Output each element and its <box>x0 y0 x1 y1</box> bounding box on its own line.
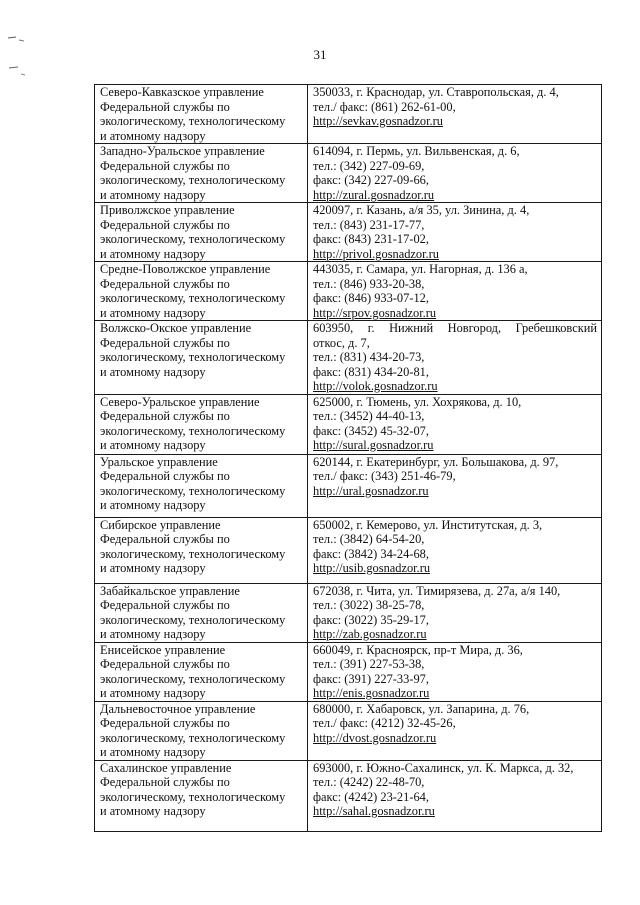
department-name-line: экологическому, технологическому <box>100 546 286 561</box>
contact-cell <box>308 642 602 701</box>
department-name-cell <box>95 394 308 454</box>
phone-line: тел.: (4242) 22-48-70, <box>313 775 425 789</box>
department-name-line: Средне-Поволжское управление <box>100 262 271 276</box>
phone-line: тел./ факс: (4212) 32-45-26, <box>313 716 456 730</box>
department-name-line: Западно-Уральское управление <box>100 144 265 158</box>
department-name-cell <box>95 517 308 583</box>
fax-line: факс: (4242) 23-21-64, <box>313 789 429 804</box>
contact-cell <box>308 701 602 760</box>
contact-cell <box>308 203 602 262</box>
website-link[interactable]: http://zural.gosnadzor.ru <box>313 187 435 202</box>
department-name-line: Уральское управление <box>100 454 218 469</box>
department-name-line: и атомному надзору <box>100 745 206 759</box>
department-name-line: и атомному надзору <box>100 686 206 700</box>
website-link[interactable]: http://privol.gosnadzor.ru <box>313 246 439 261</box>
website-link[interactable]: http://ural.gosnadzor.ru <box>313 483 429 498</box>
contact-cell <box>308 144 602 203</box>
website-link[interactable]: http://sevkav.gosnadzor.ru <box>313 114 443 128</box>
contact-cell <box>308 760 602 831</box>
table-row <box>95 517 602 583</box>
phone-line: тел.: (3452) 44-40-13, <box>313 409 425 423</box>
phone-line: тел./ факс: (861) 262-61-00, <box>313 99 456 114</box>
department-name-line: экологическому, технологическому <box>100 423 286 438</box>
website-link[interactable]: http://sahal.gosnadzor.ru <box>313 804 435 818</box>
department-name-line: экологическому, технологическому <box>100 114 286 128</box>
department-name-line: Приволжское управление <box>100 203 235 217</box>
table-row <box>95 394 602 454</box>
address-line: 660049, г. Красноярск, пр-т Мира, д. 36, <box>313 642 523 657</box>
department-name-line: и атомному надзору <box>100 364 206 379</box>
fax-line: факс: (342) 227-09-66, <box>313 173 429 187</box>
department-name-cell <box>95 262 308 321</box>
fax-line: факс: (843) 231-17-02, <box>313 232 429 246</box>
department-name-line: Сибирское управление <box>100 517 221 532</box>
table-row <box>95 321 602 395</box>
contact-cell <box>308 454 602 517</box>
department-name-line: Енисейское управление <box>100 642 226 657</box>
contact-cell <box>308 583 602 642</box>
website-link[interactable]: http://enis.gosnadzor.ru <box>313 686 430 700</box>
address-line: 350033, г. Краснодар, ул. Ставропольская, д. 4, <box>313 85 559 99</box>
table-row <box>95 454 602 517</box>
department-name-line: Федеральной службы по <box>100 716 230 730</box>
website-link[interactable]: http://volok.gosnadzor.ru <box>313 379 438 393</box>
page-number: 31 <box>313 47 327 62</box>
department-name-line: Дальневосточное управление <box>100 701 256 716</box>
table-row <box>95 144 602 203</box>
department-name-cell <box>95 760 308 831</box>
department-name-line: Федеральной службы по <box>100 99 230 114</box>
address-line: 420097, г. Казань, а/я 35, ул. Зинина, д. 4, <box>313 203 530 217</box>
department-name-line: Сахалинское управление <box>100 760 232 775</box>
table-row <box>95 701 602 760</box>
department-name-line: экологическому, технологическому <box>100 671 286 686</box>
fax-line: факс: (3022) 35-29-17, <box>313 612 429 627</box>
website-link[interactable]: http://zab.gosnadzor.ru <box>313 627 427 641</box>
department-name-line: Федеральной службы по <box>100 217 230 232</box>
department-name-cell <box>95 203 308 262</box>
contact-cell <box>308 321 602 395</box>
address-line: 693000, г. Южно-Сахалинск, ул. К. Маркса, д. 32, <box>313 760 574 775</box>
table-row <box>95 203 602 262</box>
department-name-cell <box>95 85 308 144</box>
phone-line: тел.: (342) 227-09-69, <box>313 158 425 173</box>
table-row <box>95 262 602 321</box>
phone-line: тел.: (846) 933-20-38, <box>313 276 425 291</box>
contact-cell <box>308 394 602 454</box>
phone-line: тел./ факс: (343) 251-46-79, <box>313 469 456 483</box>
phone-line: тел.: (3842) 64-54-20, <box>313 532 425 546</box>
fax-line: факс: (846) 933-07-12, <box>313 291 429 305</box>
department-name-cell <box>95 642 308 701</box>
address-line: 650002, г. Кемерово, ул. Институтская, д. 3, <box>313 517 543 532</box>
phone-line: тел.: (3022) 38-25-78, <box>313 598 425 612</box>
department-name-cell <box>95 454 308 517</box>
department-name-line: экологическому, технологическому <box>100 350 286 364</box>
department-name-line: и атомному надзору <box>100 498 206 512</box>
department-name-line: Федеральной службы по <box>100 469 230 483</box>
contacts-table <box>94 84 602 832</box>
contact-cell <box>308 85 602 144</box>
address-line: 620144, г. Екатеринбург, ул. Большакова, д. 97, <box>313 454 559 469</box>
phone-line: тел.: (843) 231-17-77, <box>313 217 425 232</box>
contacts-table-body <box>95 85 602 832</box>
department-name-line: экологическому, технологическому <box>100 232 286 246</box>
address-line: 625000, г. Тюмень, ул. Хохрякова, д. 10, <box>313 394 522 409</box>
table-row <box>95 642 602 701</box>
department-name-line: Северо-Уральское управление <box>100 394 260 409</box>
table-row <box>95 583 602 642</box>
website-link[interactable]: http://srpov.gosnadzor.ru <box>313 305 437 320</box>
address-line: 614094, г. Пермь, ул. Вильвенская, д. 6, <box>313 144 520 158</box>
phone-line: тел.: (831) 434-20-73, <box>313 350 425 364</box>
fax-line: факс: (831) 434-20-81, <box>313 364 429 379</box>
department-name-line: Федеральной службы по <box>100 335 230 350</box>
department-name-line: Федеральной службы по <box>100 532 230 546</box>
fax-line: факс: (3452) 45-32-07, <box>313 423 429 438</box>
department-name-cell <box>95 701 308 760</box>
address-line: 680000, г. Хабаровск, ул. Запарина, д. 76, <box>313 701 530 716</box>
department-name-line: и атомному надзору <box>100 187 206 202</box>
address-line: 672038, г. Чита, ул. Тимирязева, д. 27а, а/я 140, <box>313 583 561 598</box>
department-name-line: экологическому, технологическому <box>100 789 286 804</box>
department-name-cell <box>95 321 308 395</box>
department-name-line: экологическому, технологическому <box>100 730 286 745</box>
phone-line: тел.: (391) 227-53-38, <box>313 657 425 671</box>
address-line: откос, д. 7, <box>313 335 370 350</box>
department-name-line: Забайкальское управление <box>100 583 240 598</box>
department-name-line: и атомному надзору <box>100 561 206 575</box>
department-name-line: экологическому, технологическому <box>100 612 286 627</box>
table-row <box>95 85 602 144</box>
department-name-line: Федеральной службы по <box>100 158 230 173</box>
department-name-line: и атомному надзору <box>100 804 206 818</box>
fax-line: факс: (3842) 34-24-68, <box>313 546 429 561</box>
department-name-line: Федеральной службы по <box>100 598 230 612</box>
department-name-line: Федеральной службы по <box>100 775 230 789</box>
department-name-line: Волжско-Окское управление <box>100 321 252 335</box>
department-name-line: экологическому, технологическому <box>100 173 286 187</box>
department-name-line: Северо-Кавказское управление <box>100 85 264 99</box>
contact-cell <box>308 517 602 583</box>
department-name-cell <box>95 144 308 203</box>
website-link[interactable]: http://dvost.gosnadzor.ru <box>313 730 437 745</box>
department-name-line: и атомному надзору <box>100 305 206 320</box>
address-line: 443035, г. Самара, ул. Нагорная, д. 136 а, <box>313 262 528 276</box>
department-name-line: и атомному надзору <box>100 128 206 143</box>
department-name-line: и атомному надзору <box>100 627 206 641</box>
table-row <box>95 760 602 831</box>
department-name-cell <box>95 583 308 642</box>
department-name-line: и атомному надзору <box>100 438 206 452</box>
department-name-line: Федеральной службы по <box>100 409 230 423</box>
website-link[interactable]: http://sural.gosnadzor.ru <box>313 438 434 452</box>
department-name-line: экологическому, технологическому <box>100 483 286 498</box>
department-name-line: экологическому, технологическому <box>100 291 286 305</box>
contact-cell <box>308 262 602 321</box>
fax-line: факс: (391) 227-33-97, <box>313 671 429 686</box>
address-line: 603950, г. Нижний Новгород, Гребешковский <box>313 321 597 335</box>
department-name-line: Федеральной службы по <box>100 276 230 291</box>
department-name-line: и атомному надзору <box>100 246 206 261</box>
department-name-line: Федеральной службы по <box>100 657 230 671</box>
website-link[interactable]: http://usib.gosnadzor.ru <box>313 561 431 575</box>
